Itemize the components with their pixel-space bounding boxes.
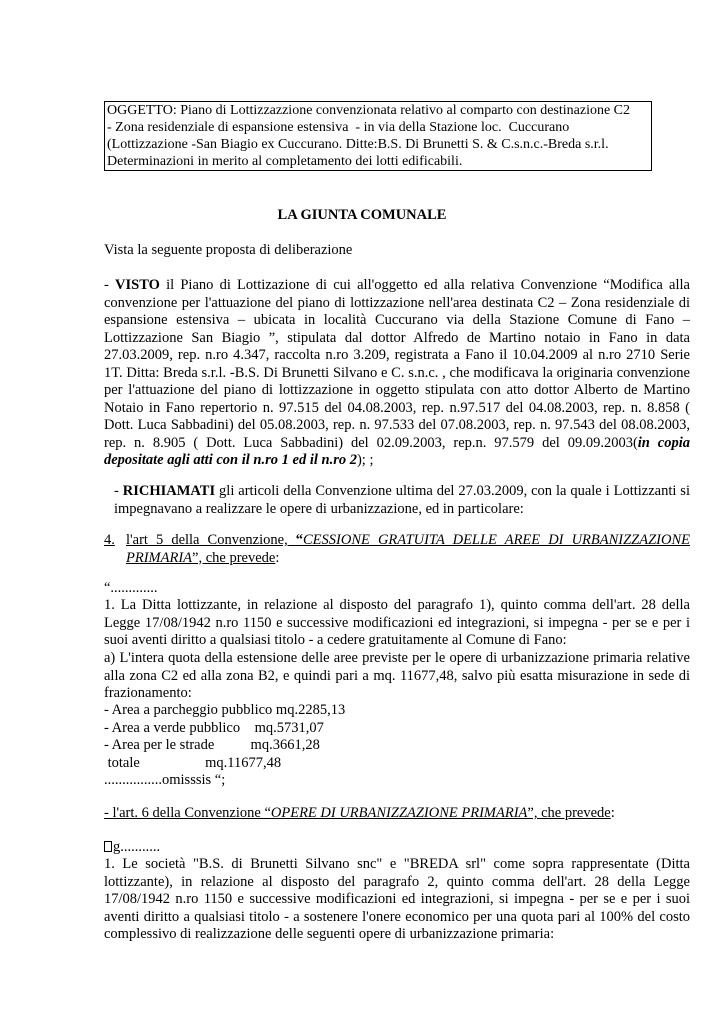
- visto-prefix: -: [104, 277, 116, 293]
- art6-heading: [104, 805, 690, 823]
- area-total: totale mq.11677,48: [104, 754, 282, 771]
- visto-keyword: VISTO: [115, 277, 160, 293]
- art6-title: OPERE DI URBANIZZAZIONE PRIMARIA: [270, 805, 528, 821]
- art5-open-quote: “: [295, 532, 304, 548]
- richiamati-prefix: -: [114, 483, 123, 499]
- visto-paragraph: [104, 277, 690, 470]
- richiamati-body: gli articoli della Convenzione ultima del 27.03.2009, con la quale i Lottizzanti si impegnavano a realizzare le opere di urbanizzazione, ed in particolare:: [114, 483, 690, 517]
- area-item: - Area a verde pubblico mq.5731,07: [104, 719, 324, 736]
- g-text: g...........: [113, 839, 161, 855]
- visto-body: il Piano di Lottizazione di cui all'oggetto ed alla relativa Convenzione “Modifica alla convenzione per l'attuazione del piano di lottizzazione nell'area destinata C2 – Zona residenziale di espansione estensiva – ubicata in località Cuccurano via della Stazione Comune di Fano – Lottizzazione San Biagio ”, stipulata dal dottor Alfredo de Martino notaio in Fano in data 27.03.2009, rep. n.ro 4.347, raccolta n.ro 3.209, registrata a Fano il 10.04.2009 al n.ro 2710 Serie 1T. Ditta: Breda s.r.l. -B.S. Di Brunetti Silvano e C. s.n.c. , che modificava la originaria convenzione per l'attuazione del piano di lottizzazione in oggetto stipulata con atto dottor Alberto de Martino Notaio in Fano repertorio n. 97.515 del 04.08.2003, rep. n.97.517 del 04.08.2003, rep. n. 8.858 ( Dott. Luca Sabbadini) del 05.08.2003, rep. n. 97.533 del 07.08.2003, rep. n. 97.543 del 08.08.2003, rep. n. 8.905 ( Dott. Luca Sabbadini) del 02.09.2003, rep.n. 97.579 del 09.09.2003(: [104, 277, 690, 451]
- subject-line: (Lottizzazione -San Biagio ex Cuccurano. Ditte:B.S. Di Brunetti S. & C.s.n.c.-Breda s.r.l.: [107, 137, 609, 152]
- omissis-line: ................omisssis “;: [104, 772, 226, 788]
- art5-number: 4.: [104, 532, 115, 548]
- richiamati-keyword: RICHIAMATI: [122, 483, 216, 499]
- art5-title: CESSIONE GRATUITA DELLE AREE DI URBANIZZAZIONE PRIMARIA: [126, 532, 691, 566]
- section-title: LA GIUNTA COMUNALE: [277, 207, 447, 223]
- clause-a: a) L'intera quota della estensione delle aree previste per le opere di urbanizzazione primaria relative alla zona C2 ed alla zona B2, e quindi pari a mq. 11677,48, salvo più esatta misurazione in sede di frazionamento:: [104, 650, 690, 701]
- art5-heading: [104, 532, 690, 567]
- art6-post: ”, che prevede: [527, 805, 611, 821]
- area-item: - Area per le strade mq.3661,28: [104, 737, 320, 753]
- missing-glyph-icon: [104, 841, 112, 852]
- visto-emphasis: in copia depositate agli atti con il n.ro 1 ed il n.ro 2: [104, 434, 690, 468]
- richiamati-paragraph: [104, 483, 690, 518]
- quote-open: “.............: [104, 580, 158, 596]
- clause-1: 1. La Ditta lottizzante, in relazione al disposto del paragrafo 1), quinto comma dell'art. 28 della Legge 17/08/1942 n.ro 1150 e successive modificazioni ed integrazioni, si impegna - per se e per i suoi aventi diritto a qualsiasi titolo - a cedere gratuitamente al Comune di Fano:: [104, 597, 690, 648]
- vista-paragraph: Vista la seguente proposta di deliberazione: [104, 242, 353, 258]
- art6-pre: - l'art. 6 della Convenzione “: [104, 805, 271, 821]
- clause-b: 1. Le società "B.S. di Brunetti Silvano snc" e "BREDA srl" come sopra rappresentate (Ditta lottizzante), in relazione al disposto del paragrafo 2, quinto comma dell'art. 28 della Legge 17/08/1942 n.ro 1150 e successive modificazioni ed integrazioni, si impegna - per se e per i suoi aventi diritto a qualsiasi titolo - a sostenere l'onere economico per una quota pari al 100% del costo complessivo di realizzazione delle seguenti opere di urbanizzazione primaria:: [104, 856, 690, 942]
- art5-post: ”, che prevede: [192, 549, 276, 566]
- area-list: [104, 702, 690, 790]
- visto-suffix: ); ;: [356, 452, 374, 468]
- subject-line: Determinazioni in merito al completamento dei lotti edificabili.: [107, 154, 463, 169]
- subject-line: OGGETTO: Piano di Lottizzazzione convenzionata relativo al comparto con destinazione C2: [107, 103, 631, 118]
- art5-colon: :: [275, 549, 280, 566]
- g-line: [104, 839, 690, 857]
- subject-box: [104, 101, 652, 171]
- art6-colon: :: [610, 805, 615, 821]
- subject-line: - Zona residenziale di espansione estensiva - in via della Stazione loc. Cuccurano: [107, 120, 570, 135]
- art5-text: [126, 532, 690, 567]
- art5-pre: l'art 5 della Convenzione,: [126, 532, 296, 548]
- area-item: - Area a parcheggio pubblico mq.2285,13: [104, 702, 346, 718]
